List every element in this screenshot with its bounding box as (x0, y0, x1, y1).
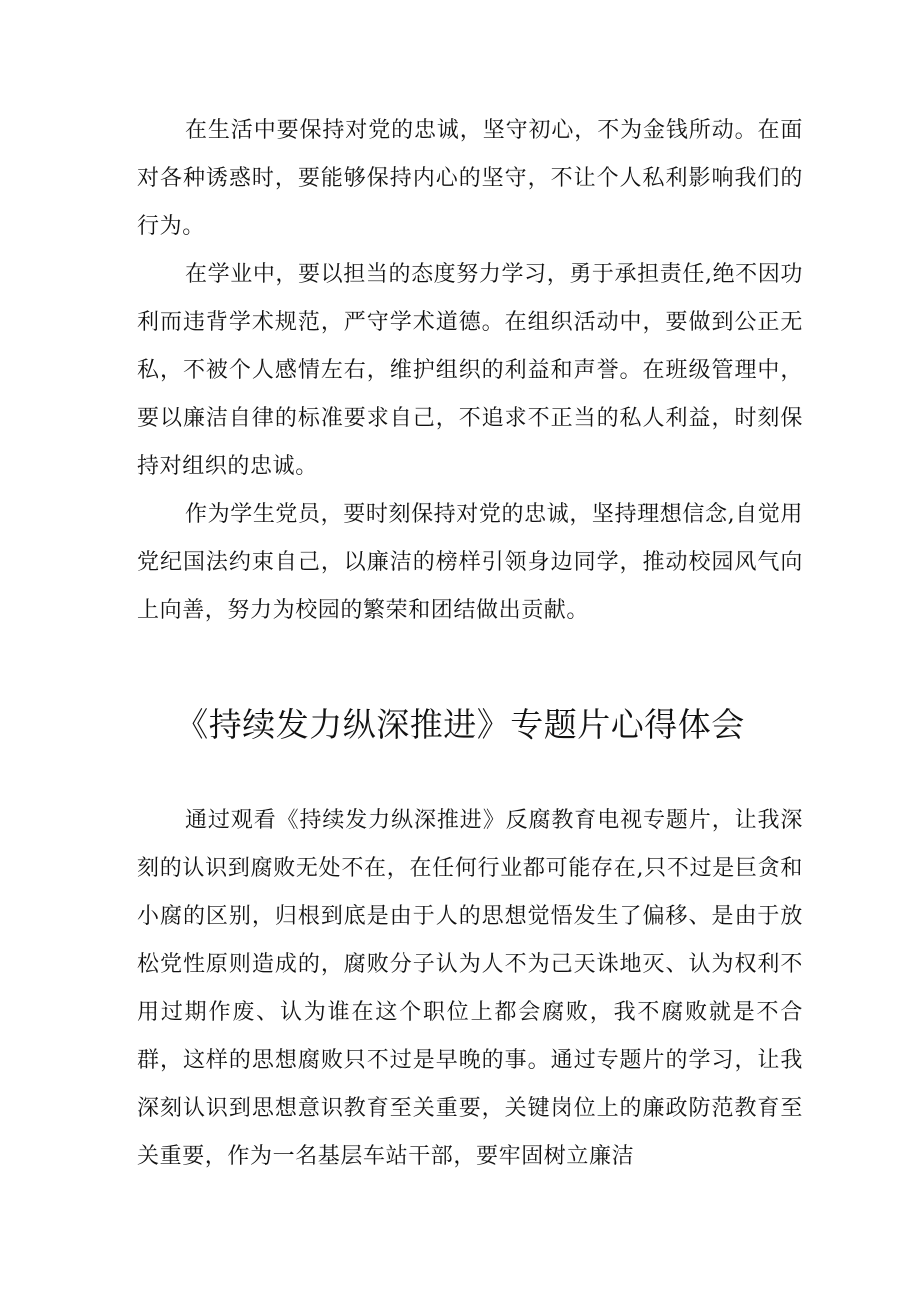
body-paragraph: 在学业中，要以担当的态度努力学习，勇于承担责任,绝不因功利而违背学术规范，严守学术道德。在组织活动中，要做到公正无私，不被个人感情左右，维护组织的利益和声誉。在班级管理中，要以廉洁自律的标准要求自己，不追求不正当的私人利益，时刻保持对组织的忠诚。 (137, 262, 803, 479)
body-paragraph: 作为学生党员，要时刻保持对党的忠诚，坚持理想信念,自觉用党纪国法约束自己，以廉洁的榜样引领身边同学，推动校园风气向上向善，努力为校园的繁荣和团结做出贡献。 (137, 502, 803, 623)
body-paragraph: 在生活中要保持对党的忠诚，坚守初心，不为金钱所动。在面对各种诱惑时，要能够保持内心的坚守，不让个人私利影响我们的行为。 (137, 118, 803, 239)
section-title: 《持续发力纵深推进》专题片心得体会 (175, 705, 745, 744)
body-paragraph: 通过观看《持续发力纵深推进》反腐教育电视专题片，让我深刻的认识到腐败无处不在，在任何行业都可能存在,只不过是巨贪和小腐的区别，归根到底是由于人的思想觉悟发生了偏移、是由于放松党性原则造成的，腐败分子认为人不为己天诛地灭、认为权利不用过期作废、认为谁在这个职位上都会腐败，我不腐败就是不合群，这样的思想腐败只不过是早晚的事。通过专题片的学习，让我深刻认识到思想意识教育至关重要，关键岗位上的廉政防范教育至关重要，作为一名基层车站干部，要牢固树立廉洁 (137, 808, 803, 1169)
